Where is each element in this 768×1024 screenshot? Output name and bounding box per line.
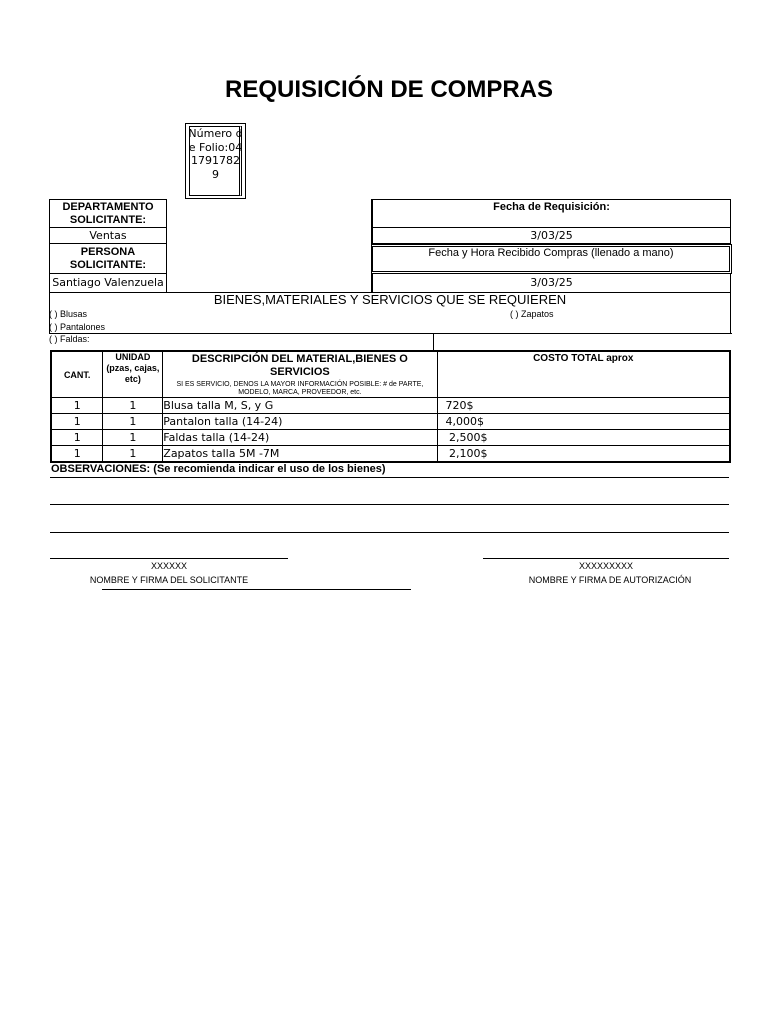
header-desc: [163, 351, 437, 398]
department-label-cell: [49, 199, 167, 228]
goods-option-pantalones: ( ) Pantalones: [49, 322, 106, 332]
department-label: DEPARTAMENTO SOLICITANTE:: [62, 201, 154, 226]
row-cost: 4,000$: [437, 414, 730, 430]
requisition-date-value-cell: [371, 227, 731, 244]
goods-option-zapatos: ( ) Zapatos: [510, 309, 554, 319]
row-unit: 1: [103, 430, 163, 446]
signature-right-name: XXXXXXXXX: [578, 561, 634, 571]
goods-option-blusas: ( ) Blusas: [49, 309, 88, 319]
row-cost: 2,100$: [437, 446, 730, 463]
requisition-date-value: 3/03/25: [530, 229, 573, 242]
header-unit: UNIDAD (pzas, cajas, etc): [103, 351, 163, 398]
row-qty: 1: [51, 446, 103, 463]
header-qty: CANT.: [51, 351, 103, 398]
row-qty: 1: [51, 398, 103, 414]
page-title: REQUISICIÓN DE COMPRAS: [224, 76, 554, 103]
requester-label-cell: [49, 243, 167, 274]
signature-right-label: NOMBRE Y FIRMA DE AUTORIZACIÓN: [528, 575, 692, 585]
table-header-row: [51, 351, 730, 398]
row-desc: Blusa talla M, S, y G: [163, 398, 437, 414]
row-desc: Faldas talla (14-24): [163, 430, 437, 446]
header-desc-title: DESCRIPCIÓN DEL MATERIAL,BIENES O SERVICIOS: [191, 353, 408, 378]
department-value: Ventas: [89, 229, 127, 242]
row-desc: Pantalon talla (14-24): [163, 414, 437, 430]
requester-value: Santiago Valenzuela: [52, 276, 164, 289]
header-cost: COSTO TOTAL aprox: [437, 351, 730, 398]
requisition-date-label-cell: [371, 199, 731, 228]
table-row: [51, 446, 730, 463]
requisition-date-label: Fecha de Requisición:: [493, 201, 610, 213]
folio-box: [185, 123, 246, 199]
received-date-label: Fecha y Hora Recibido Compras (llenado a mano): [428, 247, 674, 259]
observations-label: OBSERVACIONES: (Se recomienda indicar el uso de los bienes): [51, 463, 386, 475]
table-row: [51, 398, 730, 414]
department-value-cell: [49, 227, 167, 244]
items-table: [50, 350, 731, 463]
row-unit: 1: [103, 398, 163, 414]
signature-line-right: [483, 558, 729, 559]
requester-value-cell: [49, 273, 167, 293]
row-unit: 1: [103, 414, 163, 430]
row-qty: 1: [51, 414, 103, 430]
table-row: [51, 414, 730, 430]
folio-number: Número de Folio:0417917829: [188, 127, 243, 181]
signature-left-label: NOMBRE Y FIRMA DEL SOLICITANTE: [89, 575, 249, 585]
observations-line-3: [50, 532, 729, 533]
row-qty: 1: [51, 430, 103, 446]
requester-label: PERSONA SOLICITANTE:: [69, 246, 147, 271]
signature-left-name: XXXXXX: [150, 561, 188, 571]
row-cost: 720$: [437, 398, 730, 414]
signature-line-left: [50, 558, 288, 559]
goods-option-faldas: ( ) Faldas:: [49, 334, 90, 344]
row-cost: 2,500$: [437, 430, 730, 446]
goods-subbox: [433, 333, 732, 351]
header-desc-note: SI ES SERVICIO, DENOS LA MAYOR INFORMACIÓN POSIBLE: # de PARTE, MODELO, MARCA, PROVEEDOR, etc.: [176, 381, 424, 396]
received-date-value-cell: [371, 273, 731, 293]
observations-line-2: [50, 504, 729, 505]
row-unit: 1: [103, 446, 163, 463]
goods-heading: BIENES,MATERIALES Y SERVICIOS QUE SE REQUIEREN: [213, 292, 567, 307]
received-date-value: 3/03/25: [530, 276, 573, 289]
received-date-label-cell: [371, 244, 732, 274]
observations-line-1: [50, 477, 729, 478]
table-row: [51, 430, 730, 446]
row-desc: Zapatos talla 5M -7M: [163, 446, 437, 463]
signature-underline-left: [102, 589, 411, 590]
